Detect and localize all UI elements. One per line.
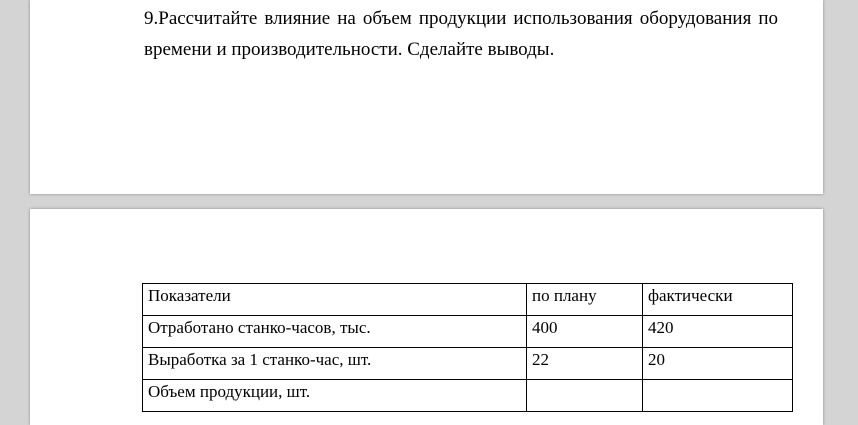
table-row [143,380,793,412]
actual-value [643,380,793,412]
task-statement: 9.Рассчитайте влияние на объем продукции использования оборудования по времени и производительности. Сделайте выводы. [144,8,778,60]
indicators-table [142,283,793,412]
header-plan: по плану [527,284,643,316]
document-page-1 [30,0,823,194]
header-indicators: Показатели [143,284,527,316]
actual-value: 20 [643,348,793,380]
row-label: Выработка за 1 станко-час, шт. [143,348,527,380]
row-label: Объем продукции, шт. [143,380,527,412]
row-label: Отработано станко-часов, тыс. [143,316,527,348]
plan-value: 400 [527,316,643,348]
document-page-2 [30,209,823,425]
header-actual: фактически [643,284,793,316]
table-row [143,348,793,380]
table-header-row [143,284,793,316]
table-row [143,316,793,348]
actual-value: 420 [643,316,793,348]
plan-value: 22 [527,348,643,380]
plan-value [527,380,643,412]
